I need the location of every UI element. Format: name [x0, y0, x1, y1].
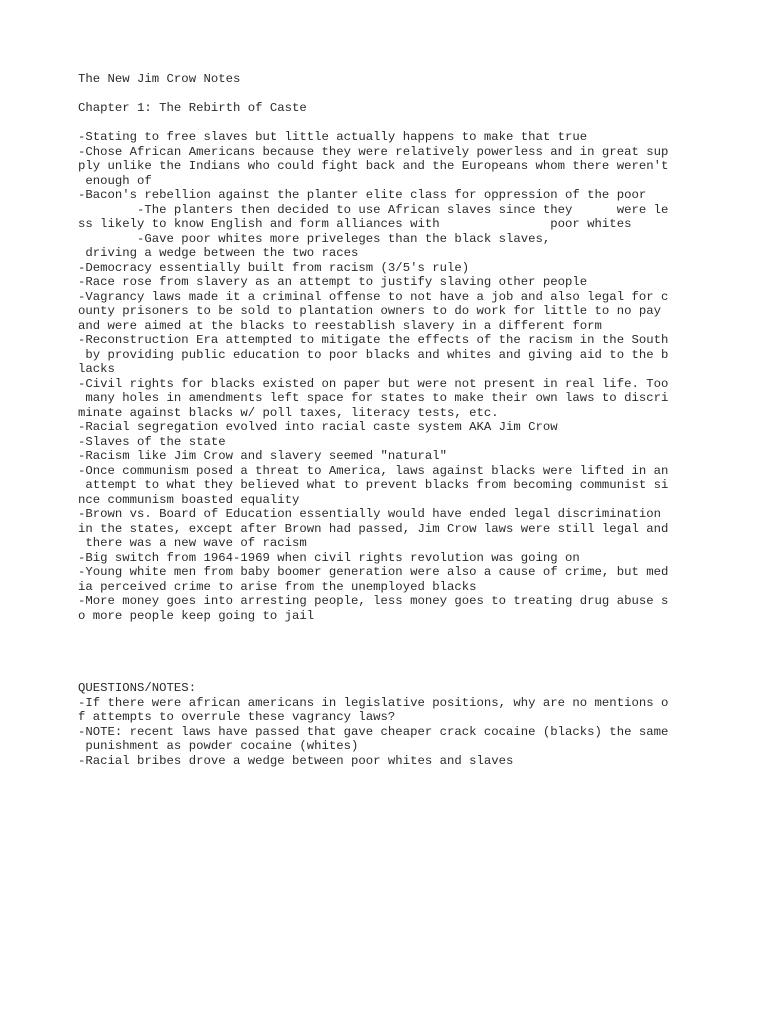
- note-line: -Brown vs. Board of Education essentially would have ended legal discrimination: [78, 507, 661, 521]
- note-line: -More money goes into arresting people, less money goes to treating drug abuse s: [78, 594, 669, 608]
- note-line: -Democracy essentially built from racism (3/5's rule): [78, 260, 470, 275]
- note-line: there was a new wave of racism: [78, 536, 307, 550]
- note-line: -Racism like Jim Crow and slavery seemed "natural": [78, 449, 447, 463]
- note-line: enough of: [78, 173, 152, 188]
- notes-section: [78, 130, 698, 623]
- note-line: attempt to what they believed what to prevent blacks from becoming communist si: [78, 478, 669, 492]
- questions-heading: QUESTIONS/NOTES:: [78, 681, 197, 695]
- spacer: [78, 623, 698, 681]
- question-line: punishment as powder cocaine (whites): [78, 739, 359, 753]
- note-line: -Slaves of the state: [78, 434, 226, 449]
- note-line: driving a wedge between the two races: [78, 246, 359, 260]
- question-line: -NOTE: recent laws have passed that gave cheaper crack cocaine (blacks) the same: [78, 724, 669, 739]
- note-line: -Reconstruction Era attempted to mitigate the effects of the racism in the South: [78, 333, 669, 347]
- note-line: lacks: [78, 362, 115, 376]
- question-line: -Racial bribes drove a wedge between poor whites and slaves: [78, 753, 514, 768]
- note-line: -The planters then decided to use African slaves since they were le: [78, 202, 669, 217]
- note-line: -Chose African Americans because they were relatively powerless and in great sup: [78, 144, 669, 159]
- note-line: -Civil rights for blacks existed on paper but were not present in real life. Too: [78, 376, 669, 391]
- note-line: -Big switch from 1964-1969 when civil rights revolution was going on: [78, 550, 580, 565]
- note-line: -Bacon's rebellion against the planter elite class for oppression of the poor: [78, 188, 647, 202]
- spacer: [78, 116, 698, 131]
- note-line: ss likely to know English and form alliances with poor whites: [78, 217, 632, 231]
- question-line: -If there were african americans in legislative positions, why are no mentions o: [78, 695, 669, 710]
- spacer: [78, 87, 698, 102]
- note-line: ply unlike the Indians who could fight back and the Europeans whom there weren't: [78, 159, 669, 173]
- note-line: -Once communism posed a threat to America, laws against blacks were lifted in an: [78, 463, 669, 478]
- note-line: -Racial segregation evolved into racial caste system AKA Jim Crow: [78, 420, 558, 434]
- note-line: -Stating to free slaves but little actually happens to make that true: [78, 130, 588, 144]
- chapter-heading: Chapter 1: The Rebirth of Caste: [78, 101, 307, 115]
- note-line: ia perceived crime to arise from the unemployed blacks: [78, 579, 477, 594]
- document-title: The New Jim Crow Notes: [78, 72, 241, 86]
- note-line: -Young white men from baby boomer generation were also a cause of crime, but med: [78, 565, 669, 579]
- note-line: many holes in amendments left space for states to make their own laws to discri: [78, 391, 669, 405]
- note-line: by providing public education to poor blacks and whites and giving aid to the b: [78, 347, 669, 362]
- note-line: -Vagrancy laws made it a criminal offense to not have a job and also legal for c: [78, 289, 669, 304]
- document-page: [78, 72, 698, 768]
- question-line: f attempts to overrule these vagrancy laws?: [78, 710, 396, 724]
- note-line: nce communism boasted equality: [78, 492, 300, 507]
- note-line: minate against blacks w/ poll taxes, literacy tests, etc.: [78, 405, 499, 420]
- note-line: -Gave poor whites more priveleges than the black slaves,: [78, 231, 551, 246]
- questions-section: [78, 696, 698, 769]
- note-line: in the states, except after Brown had passed, Jim Crow laws were still legal and: [78, 521, 669, 536]
- note-line: and were aimed at the blacks to reestablish slavery in a different form: [78, 318, 602, 333]
- note-line: -Race rose from slavery as an attempt to justify slaving other people: [78, 275, 588, 289]
- note-line: o more people keep going to jail: [78, 608, 315, 623]
- note-line: ounty prisoners to be sold to plantation owners to do work for little to no pay: [78, 304, 661, 318]
